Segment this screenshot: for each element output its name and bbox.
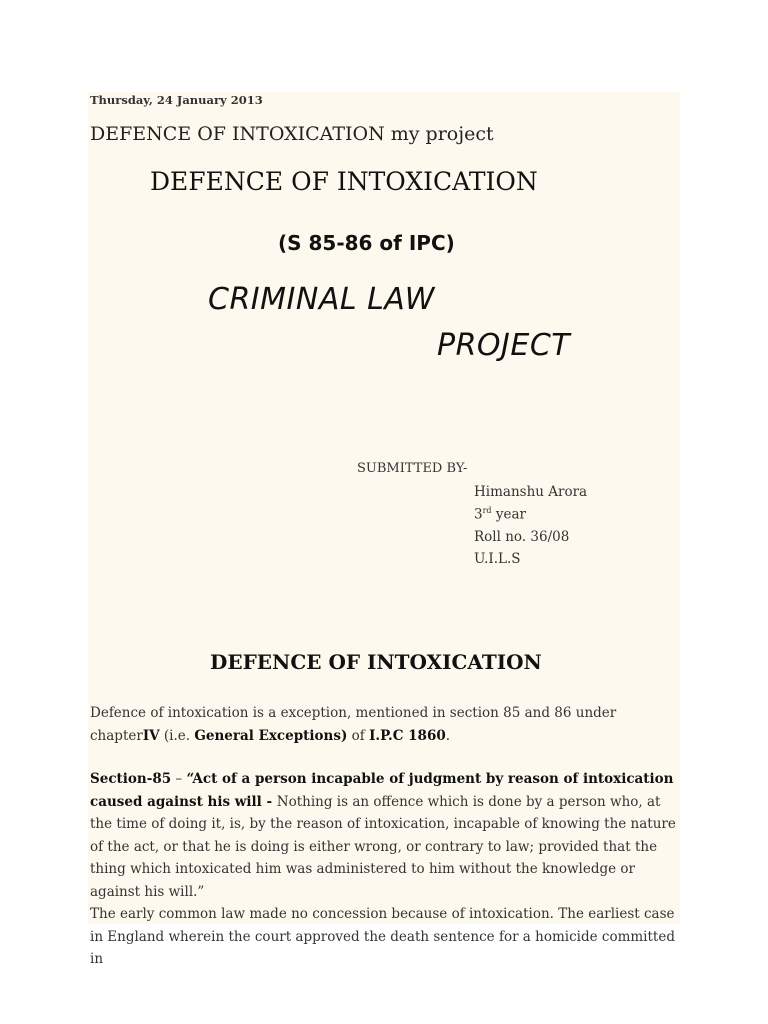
submitted-by-label: SUBMITTED BY- [357, 461, 468, 476]
section-heading: DEFENCE OF INTOXICATION [210, 650, 542, 674]
project-title-line2: PROJECT [437, 328, 571, 363]
section-85-dash: – [171, 771, 187, 787]
intro-general-exceptions: General Exceptions) [194, 727, 348, 744]
post-title: DEFENCE OF INTOXICATION my project [90, 123, 494, 145]
intro-text: Defence of intoxication is a exception, mentioned in section 85 and 86 under chapter [90, 705, 617, 744]
section-85-text: Nothing is an offence which is done by a person who, at the time of doing it, is, by the reason of intoxication, incapable of knowing the nature of the act, or that he is doing is either wrong, or contrary to law; provided that the thing which intoxicated him was administered to him without the knowledge or against his will.” [90, 793, 676, 900]
year-suffix: rd [482, 506, 492, 515]
history-text: The early common law made no concession because of intoxication. The earliest case in England wherein the court approved the death sentence for a homicide committed in [90, 906, 675, 967]
document-page [88, 92, 680, 967]
year-word: year [491, 506, 526, 523]
year-number: 3 [474, 506, 483, 523]
project-title-line1: CRIMINAL LAW [208, 282, 435, 317]
intro-period: . [445, 727, 451, 744]
author-name: Himanshu Arora [474, 484, 588, 500]
intro-chapter: IV [142, 727, 160, 744]
author-roll: Roll no. 36/08 [474, 529, 570, 545]
section-85-label: Section-85 [90, 771, 172, 787]
document-title: DEFENCE OF INTOXICATION [150, 167, 538, 196]
intro-paragraph [90, 702, 680, 747]
author-year [474, 506, 526, 523]
document-subtitle: (S 85-86 of IPC) [278, 231, 455, 255]
intro-text-2: (i.e. [159, 727, 195, 744]
intro-text-3: of [347, 727, 370, 744]
section-85-paragraph [90, 768, 680, 971]
post-date: Thursday, 24 January 2013 [90, 93, 263, 107]
author-institute: U.I.L.S [474, 551, 521, 567]
section-85-heading: “Act of a person incapable of judgment by reason of intoxication caused against his will - [90, 771, 674, 810]
intro-ipc: I.P.C 1860 [369, 727, 446, 744]
